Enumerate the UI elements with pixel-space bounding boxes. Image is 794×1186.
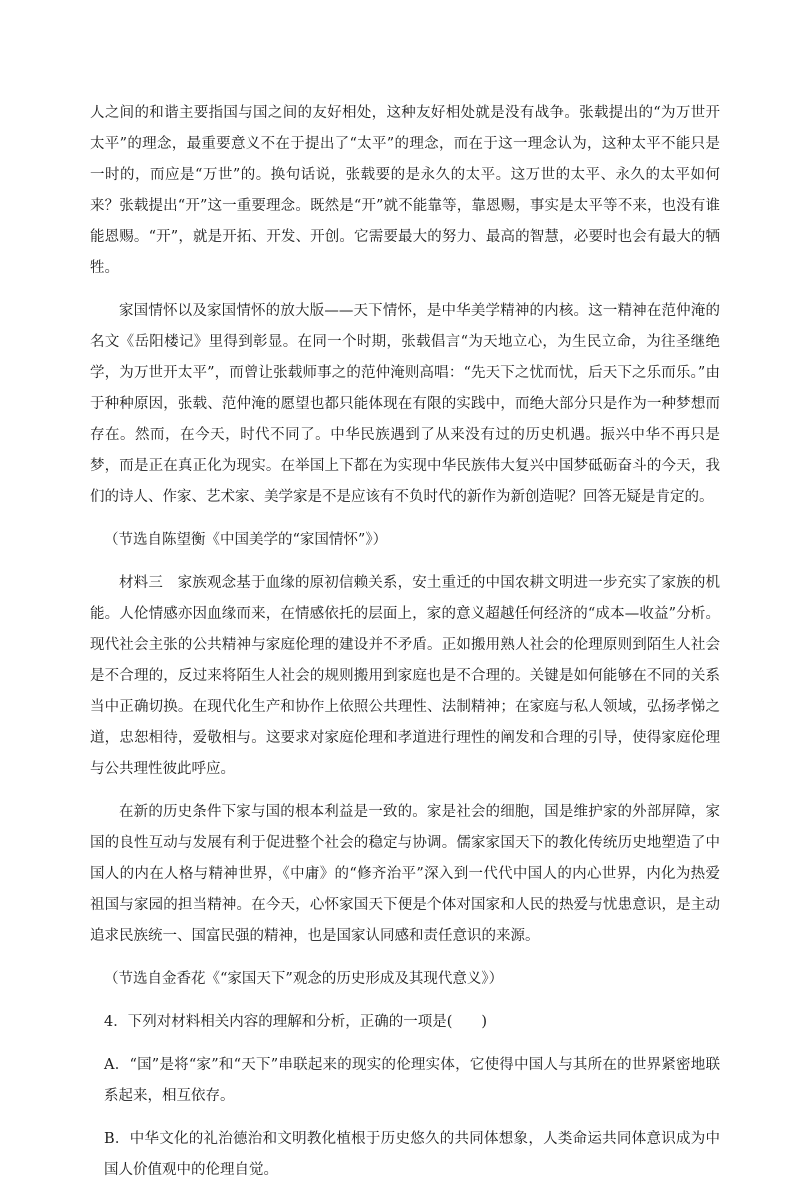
paragraph-4: 在新的历史条件下家与国的根本利益是一致的。家是社会的细胞，国是维护家的外部屏障，家国的良性互动与发展有利于促进整个社会的稳定与协调。儒家家国天下的教化传统历史地塑造了中国人的内在人格与精神世界，《中庸》的“修齐治平”深入到一代代中国人的内心世界，内化为热爱祖国与家园的担当精神。在今天，心怀家国天下便是个体对国家和人民的热爱与忧患意识，是主动追求民族统一、国富民强的精神，也是国家认同感和责任意识的来源。 <box>90 804 720 944</box>
paragraph-2: 家国情怀以及家国情怀的放大版——天下情怀，是中华美学精神的内核。这一精神在范仲淹的名文《岳阳楼记》里得到彰显。在同一个时期，张载倡言“为天地立心，为生民立命，为往圣继绝学，为万世开太平”，而曾让张载师事之的范仲淹则高唱：“先天下之忧而忧，后天下之乐而乐。”由于种种原因，张载、范仲淹的愿望也都只能体现在有限的实践中，而绝大部分只是作为一种梦想而存在。然而，在今天，时代不同了。中华民族遇到了从来没有过的历史机遇。振兴中华不再只是梦，而是正在真正化为现实。在举国上下都在为实现中华民族伟大复兴中国梦砥砺奋斗的今天，我们的诗人、作家、艺术家、美学家是不是应该有不负时代的新作为新创造呢？回答无疑是肯定的。 <box>90 303 720 505</box>
option-b <box>90 1124 720 1186</box>
option-a <box>90 1050 720 1112</box>
document-page <box>90 98 720 1186</box>
option-a-label: A． <box>104 1057 130 1073</box>
option-b-text: 中华文化的礼治德治和文明教化植根于历史悠久的共同体想象，人类命运共同体意识成为中国人价值观中的伦理自觉。 <box>104 1131 720 1178</box>
source-citation-2: （节选自金香花《“家国天下”观念的历史形成及其现代意义》） <box>104 971 504 987</box>
option-b-label: B． <box>104 1131 130 1147</box>
question-stem: 4．下列对材料相关内容的理解和分析，正确的一项是( ) <box>104 1014 488 1030</box>
option-a-text: “国”是将“家”和“天下”串联起来的现实的伦理实体，它使得中国人与其所在的世界紧密地联系起来，相互依存。 <box>104 1057 720 1104</box>
paragraph-1: 人之间的和谐主要指国与国之间的友好相处，这种友好相处就是没有战争。张载提出的“为万世开太平”的理念，最重要意义不在于提出了“太平”的理念，而在于这一理念认为，这种太平不能只是一时的，而应是“万世”的。换句话说，张载要的是永久的太平。这万世的太平、永久的太平如何来？张载提出“开”这一重要理念。既然是“开”就不能靠等，靠恩赐，事实是太平等不来，也没有谁能恩赐。“开”，就是开拓、开发、开创。它需要最大的努力、最高的智慧，必要时也会有最大的牺牲。 <box>90 105 720 276</box>
source-citation-1: （节选自陈望衡《中国美学的“家国情怀”》） <box>104 532 388 548</box>
paragraph-material-3: 材料三 家族观念基于血缘的原初信赖关系，安土重迁的中国农耕文明进一步充实了家族的机能。人伦情感亦因血缘而来，在情感依托的层面上，家的意义超越任何经济的“成本—收益”分析。现代社会主张的公共精神与家庭伦理的建设并不矛盾。正如搬用熟人社会的伦理原则到陌生人社会是不合理的，反过来将陌生人社会的规则搬用到家庭也是不合理的。关键是如何能够在不同的关系当中正确切换。在现代化生产和协作上依照公共理性、法制精神；在家庭与私人领域，弘扬孝悌之道，忠恕相待，爱敬相与。这要求对家庭伦理和孝道进行理性的阐发和合理的引导，使得家庭伦理与公共理性彼此呼应。 <box>90 575 720 777</box>
